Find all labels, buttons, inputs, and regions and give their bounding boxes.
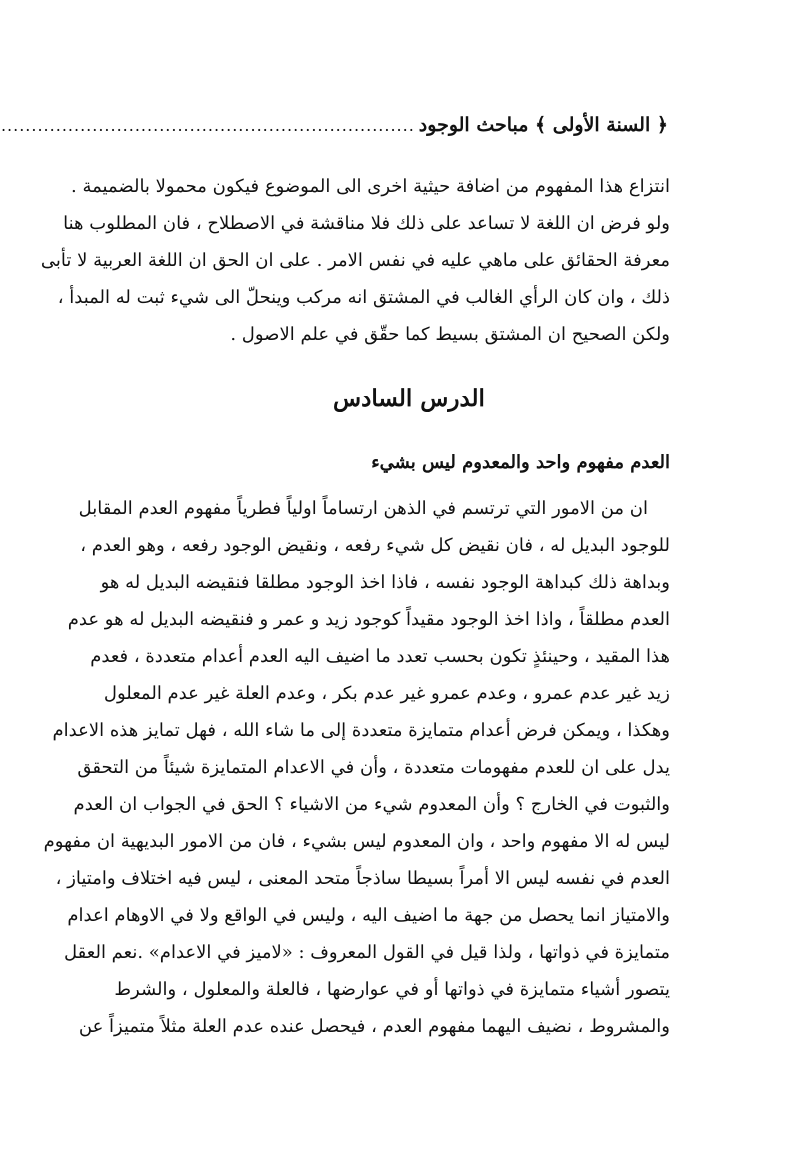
paragraph-line: العدم مطلقاً ، واذا اخذ الوجود مقيداً كوجود زيد و عمر و فنقيضه البديل له هو عدم	[67, 609, 670, 630]
paragraph-line: يتصور أشياء متمايزة في ذواتها أو في عوارضها ، فالعلة والمعلول ، والشرط	[114, 979, 670, 1000]
paragraph-line: العدم في نفسه ليس الا أمراً بسيطا ساذجاً متحد المعنى ، ليس فيه اختلاف وامتياز ،	[55, 868, 670, 889]
running-header-title: ﴿ السنة الأولى ﴾ مباحث الوجود	[418, 114, 668, 136]
paragraph-line: يدل على ان للعدم مفهومات متعددة ، وأن في الاعدام المتمايزة شيئاً من التحقق	[77, 757, 670, 778]
paragraph-line: للوجود البديل له ، فان نقيض كل شيء رفعه ، ونقيض الوجود رفعه ، وهو العدم ،	[80, 535, 670, 556]
paragraph-line: هذا المقيد ، وحينئذٍ تكون بحسب تعدد ما اضيف اليه العدم أعدام متعددة ، فعدم	[90, 646, 670, 667]
paragraph-line: وهكذا ، ويمكن فرض أعدام متمايزة متعددة إلى ما شاء الله ، فهل تمايز هذه الاعدام	[52, 720, 670, 741]
paragraph-line: معرفة الحقائق على ماهي عليه في نفس الامر . على ان الحق ان اللغة العربية لا تأبى	[40, 250, 670, 271]
paragraph-line: ولكن الصحيح ان المشتق بسيط كما حقّق في علم الاصول .	[230, 324, 670, 345]
leader-dots	[0, 116, 419, 135]
paragraph-line: ان من الامور التي ترتسم في الذهن ارتساماً اولياً فطرياً مفهوم العدم المقابل	[78, 498, 648, 519]
section-heading: العدم مفهوم واحد والمعدوم ليس بشيء	[371, 452, 670, 473]
paragraph-line: والامتياز انما يحصل من جهة ما اضيف اليه ، وليس في الواقع ولا في الاوهام اعدام	[67, 905, 670, 926]
paragraph-line: والمشروط ، نضيف اليهما مفهوم العدم ، فيحصل عنده عدم العلة مثلاً متميزاً عن	[78, 1016, 670, 1037]
intro-paragraph	[40, 168, 670, 353]
paragraph-line: والثبوت في الخارج ؟ وأن المعدوم شيء من الاشياء ؟ الحق في الجواب ان العدم	[73, 794, 670, 815]
paragraph-line: ليس له الا مفهوم واحد ، وان المعدوم ليس بشيء ، فان من الامور البديهية ان مفهوم	[43, 831, 670, 852]
running-header	[148, 110, 668, 140]
paragraph-line: متمايزة في ذواتها ، ولذا قيل في القول المعروف : «لاميز في الاعدام» .نعم العقل	[64, 942, 670, 963]
lesson-title: الدرس السادس	[333, 385, 485, 412]
paragraph-line: ولو فرض ان اللغة لا تساعد على ذلك فلا مناقشة في الاصطلاح ، فان المطلوب هنا	[63, 213, 670, 234]
main-paragraph	[43, 490, 670, 1045]
paragraph-line: زيد غير عدم عمرو ، وعدم عمرو غير عدم بكر ، وعدم العلة غير عدم المعلول	[103, 683, 670, 704]
paragraph-line: وبداهة ذلك كبداهة الوجود نفسه ، فاذا اخذ الوجود مطلقا فنقيضه البديل له هو	[100, 572, 670, 593]
paragraph-line: ذلك ، وان كان الرأي الغالب في المشتق انه مركب وينحلّ الى شيء ثبت له المبدأ ،	[57, 287, 670, 308]
paragraph-line: انتزاع هذا المفهوم من اضافة حيثية اخرى الى الموضوع فيكون محمولا بالضميمة .	[71, 176, 670, 197]
